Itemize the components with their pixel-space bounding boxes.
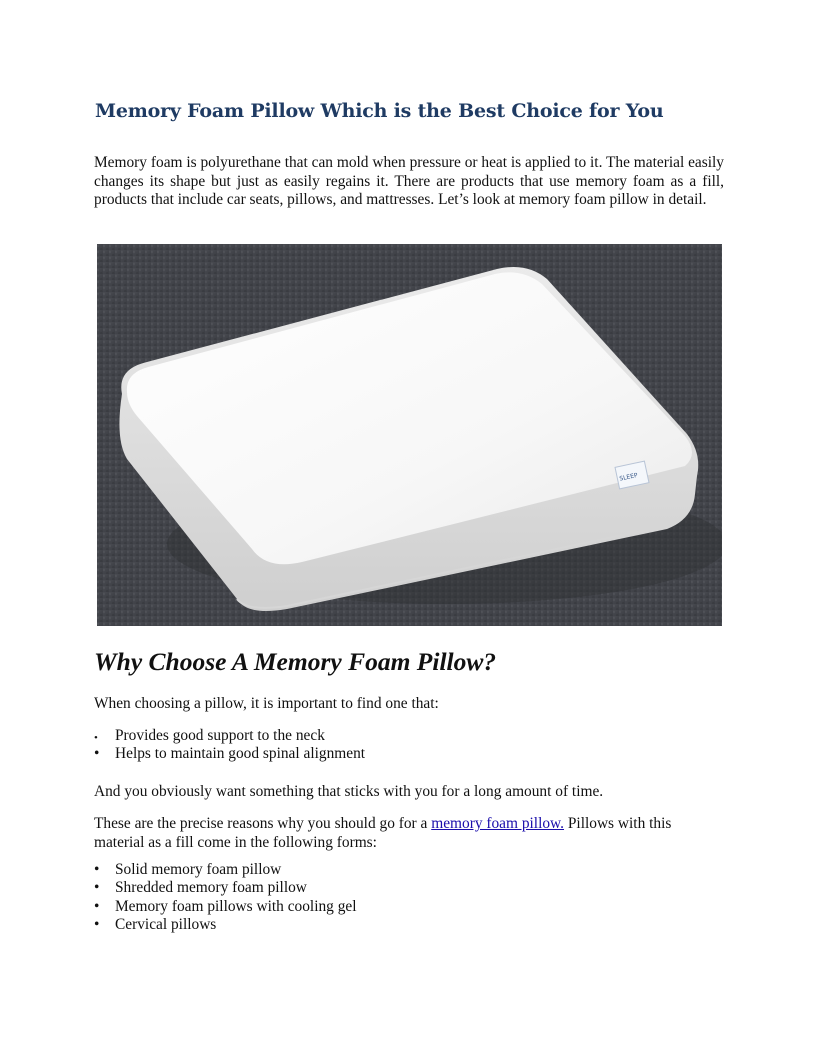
bullet-icon: • [94,732,98,744]
list-item-text: Provides good support to the neck [115,727,325,744]
list-item [94,879,357,897]
bullet-icon: • [94,745,100,763]
section-heading: Why Choose A Memory Foam Pillow? [94,647,497,676]
reasons-paragraph [94,815,714,852]
list-item [94,898,357,916]
intro-paragraph: Memory foam is polyurethane that can mold when pressure or heat is applied to it. The material easily changes its shape but just as easily regains it. There are products that use memory foam as a fill, products that include car seats, pillows, and mattresses. Let’s look at memory foam pillow in detail. [94,154,724,208]
list-item-text: Solid memory foam pillow [115,861,282,878]
pillow-photo [97,244,722,626]
list-item-text: Helps to maintain good spinal alignment [115,745,366,763]
choose-paragraph: When choosing a pillow, it is important to find one that: [94,695,439,712]
list-item [94,727,365,745]
forms-list [94,861,357,934]
obvious-paragraph: And you obviously want something that sticks with you for a long amount of time. [94,783,604,800]
list-item [94,861,357,879]
bullet-icon: • [94,915,100,933]
list-item [94,745,365,763]
list-item [94,916,357,934]
page-title: Memory Foam Pillow Which is the Best Choice for You [95,100,664,122]
needs-list [94,727,365,764]
bullet-icon: • [94,879,100,897]
reasons-text-before: These are the precise reasons why you should go for a [94,815,432,832]
list-item-text: Shredded memory foam pillow [115,879,307,897]
reasons-text-after: Pillows with this material as a fill come in the following forms: [94,815,672,851]
list-item-text: Cervical pillows [115,915,217,933]
pillow-tag-text: SLEEP [618,471,639,483]
list-item-text: Memory foam pillows with cooling gel [115,897,357,915]
bullet-icon: • [94,861,100,878]
bullet-icon: • [94,897,100,915]
memory-foam-pillow-link[interactable]: memory foam pillow. [431,815,565,832]
